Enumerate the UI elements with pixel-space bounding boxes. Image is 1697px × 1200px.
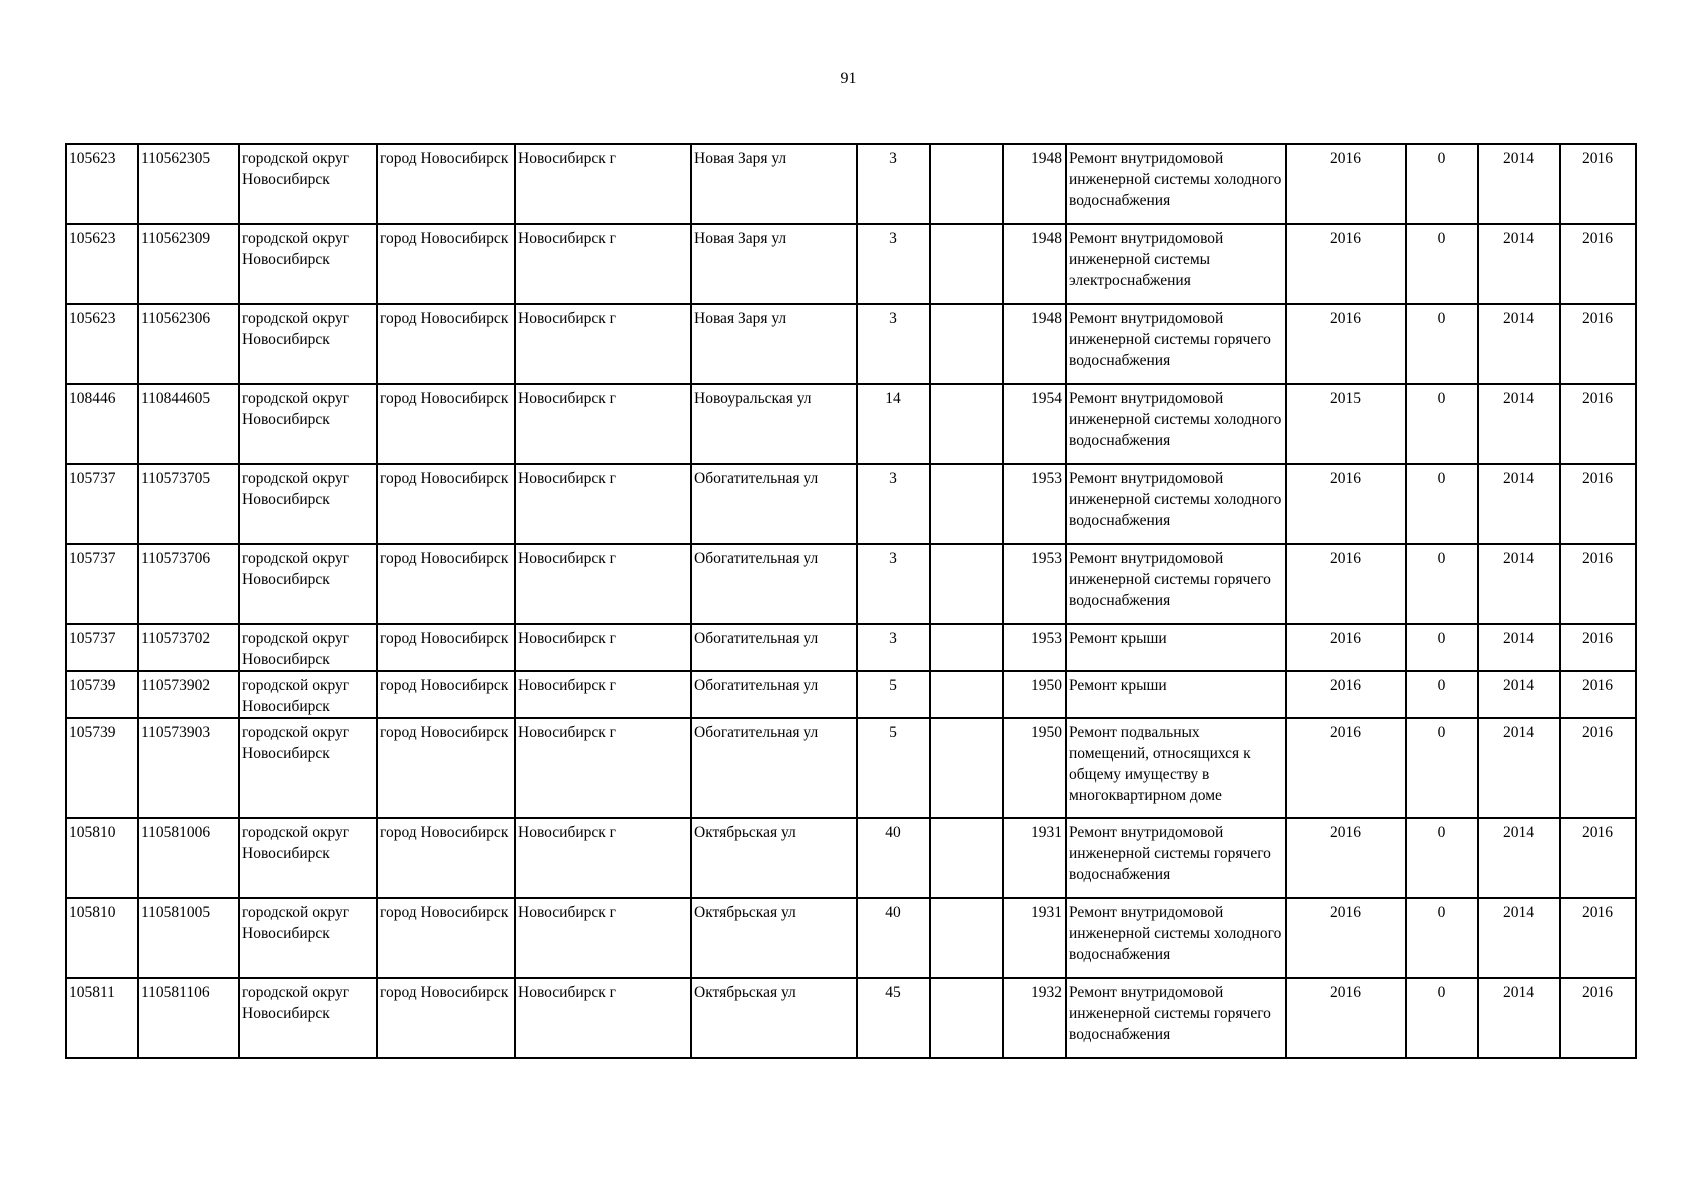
cell-id: 110581005 — [138, 898, 239, 978]
cell-settlement: город Новосибирск — [377, 224, 515, 304]
cell-year-to: 2016 — [1560, 544, 1636, 624]
cell-building — [930, 384, 1003, 464]
cell-year-to: 2016 — [1560, 718, 1636, 818]
cell-id: 110573903 — [138, 718, 239, 818]
cell-code: 108446 — [66, 384, 138, 464]
cell-zero: 0 — [1406, 898, 1478, 978]
cell-zero: 0 — [1406, 224, 1478, 304]
cell-year-built: 1954 — [1003, 384, 1066, 464]
cell-settlement: город Новосибирск — [377, 671, 515, 718]
cell-year-plan: 2016 — [1286, 544, 1406, 624]
page-number: 91 — [840, 70, 857, 87]
table-row — [66, 544, 1636, 624]
registry-table — [65, 143, 1637, 1059]
cell-settlement: город Новосибирск — [377, 544, 515, 624]
cell-building — [930, 544, 1003, 624]
cell-municipality: городской округ Новосибирск — [239, 304, 377, 384]
table-row — [66, 624, 1636, 671]
table-row — [66, 224, 1636, 304]
cell-year-plan: 2016 — [1286, 898, 1406, 978]
cell-year-to: 2016 — [1560, 671, 1636, 718]
cell-year-plan: 2016 — [1286, 464, 1406, 544]
cell-year-from: 2014 — [1478, 718, 1560, 818]
cell-code: 105739 — [66, 671, 138, 718]
cell-id: 110573705 — [138, 464, 239, 544]
cell-year-plan: 2016 — [1286, 224, 1406, 304]
cell-house: 3 — [857, 544, 930, 624]
cell-year-built: 1953 — [1003, 464, 1066, 544]
cell-year-from: 2014 — [1478, 464, 1560, 544]
table-row — [66, 718, 1636, 818]
cell-street: Новая Заря ул — [691, 304, 857, 384]
cell-house: 5 — [857, 718, 930, 818]
cell-street: Новая Заря ул — [691, 144, 857, 224]
cell-year-built: 1948 — [1003, 224, 1066, 304]
cell-year-built: 1932 — [1003, 978, 1066, 1058]
cell-house: 5 — [857, 671, 930, 718]
cell-street: Обогатительная ул — [691, 671, 857, 718]
cell-settlement: город Новосибирск — [377, 718, 515, 818]
cell-code: 105810 — [66, 818, 138, 898]
cell-locality: Новосибирск г — [515, 224, 691, 304]
cell-building — [930, 144, 1003, 224]
cell-municipality: городской округ Новосибирск — [239, 224, 377, 304]
cell-work: Ремонт внутридомовой инженерной системы холодного водоснабжения — [1066, 144, 1286, 224]
cell-street: Октябрьская ул — [691, 898, 857, 978]
cell-street: Октябрьская ул — [691, 818, 857, 898]
cell-street: Обогатительная ул — [691, 624, 857, 671]
cell-zero: 0 — [1406, 818, 1478, 898]
cell-building — [930, 818, 1003, 898]
cell-code: 105811 — [66, 978, 138, 1058]
cell-work: Ремонт подвальных помещений, относящихся к общему имуществу в многоквартирном доме — [1066, 718, 1286, 818]
cell-year-built: 1948 — [1003, 144, 1066, 224]
cell-id: 110573902 — [138, 671, 239, 718]
cell-house: 14 — [857, 384, 930, 464]
cell-year-built: 1948 — [1003, 304, 1066, 384]
table-row — [66, 304, 1636, 384]
cell-building — [930, 624, 1003, 671]
cell-year-built: 1950 — [1003, 718, 1066, 818]
cell-work: Ремонт внутридомовой инженерной системы холодного водоснабжения — [1066, 898, 1286, 978]
cell-year-built: 1953 — [1003, 624, 1066, 671]
cell-year-plan: 2016 — [1286, 144, 1406, 224]
cell-id: 110844605 — [138, 384, 239, 464]
cell-work: Ремонт внутридомовой инженерной системы холодного водоснабжения — [1066, 464, 1286, 544]
cell-year-to: 2016 — [1560, 304, 1636, 384]
cell-year-built: 1950 — [1003, 671, 1066, 718]
table-row — [66, 144, 1636, 224]
cell-house: 3 — [857, 144, 930, 224]
cell-year-from: 2014 — [1478, 898, 1560, 978]
cell-zero: 0 — [1406, 544, 1478, 624]
cell-id: 110581006 — [138, 818, 239, 898]
cell-id: 110581106 — [138, 978, 239, 1058]
cell-municipality: городской округ Новосибирск — [239, 464, 377, 544]
cell-code: 105737 — [66, 464, 138, 544]
cell-zero: 0 — [1406, 624, 1478, 671]
cell-building — [930, 304, 1003, 384]
cell-house: 3 — [857, 464, 930, 544]
cell-year-from: 2014 — [1478, 544, 1560, 624]
cell-municipality: городской округ Новосибирск — [239, 718, 377, 818]
cell-municipality: городской округ Новосибирск — [239, 671, 377, 718]
cell-year-built: 1953 — [1003, 544, 1066, 624]
cell-work: Ремонт внутридомовой инженерной системы горячего водоснабжения — [1066, 304, 1286, 384]
cell-settlement: город Новосибирск — [377, 818, 515, 898]
table-row — [66, 464, 1636, 544]
cell-street: Обогатительная ул — [691, 718, 857, 818]
cell-year-to: 2016 — [1560, 818, 1636, 898]
cell-id: 110573702 — [138, 624, 239, 671]
cell-year-from: 2014 — [1478, 304, 1560, 384]
cell-zero: 0 — [1406, 304, 1478, 384]
cell-locality: Новосибирск г — [515, 978, 691, 1058]
cell-zero: 0 — [1406, 671, 1478, 718]
cell-year-to: 2016 — [1560, 224, 1636, 304]
cell-year-from: 2014 — [1478, 671, 1560, 718]
cell-year-to: 2016 — [1560, 384, 1636, 464]
cell-building — [930, 671, 1003, 718]
cell-street: Октябрьская ул — [691, 978, 857, 1058]
cell-municipality: городской округ Новосибирск — [239, 898, 377, 978]
cell-street: Новоуральская ул — [691, 384, 857, 464]
cell-building — [930, 224, 1003, 304]
cell-year-from: 2014 — [1478, 818, 1560, 898]
cell-code: 105739 — [66, 718, 138, 818]
cell-zero: 0 — [1406, 978, 1478, 1058]
table-row — [66, 978, 1636, 1058]
cell-building — [930, 464, 1003, 544]
cell-municipality: городской округ Новосибирск — [239, 818, 377, 898]
cell-id: 110573706 — [138, 544, 239, 624]
cell-house: 45 — [857, 978, 930, 1058]
cell-work: Ремонт крыши — [1066, 624, 1286, 671]
cell-locality: Новосибирск г — [515, 464, 691, 544]
cell-code: 105623 — [66, 304, 138, 384]
cell-year-built: 1931 — [1003, 818, 1066, 898]
cell-id: 110562305 — [138, 144, 239, 224]
cell-year-from: 2014 — [1478, 144, 1560, 224]
cell-settlement: город Новосибирск — [377, 464, 515, 544]
cell-year-to: 2016 — [1560, 144, 1636, 224]
cell-municipality: городской округ Новосибирск — [239, 144, 377, 224]
cell-settlement: город Новосибирск — [377, 144, 515, 224]
cell-house: 40 — [857, 818, 930, 898]
cell-year-to: 2016 — [1560, 898, 1636, 978]
cell-locality: Новосибирск г — [515, 384, 691, 464]
cell-locality: Новосибирск г — [515, 818, 691, 898]
cell-settlement: город Новосибирск — [377, 898, 515, 978]
cell-year-from: 2014 — [1478, 978, 1560, 1058]
cell-locality: Новосибирск г — [515, 898, 691, 978]
cell-code: 105623 — [66, 144, 138, 224]
cell-locality: Новосибирск г — [515, 624, 691, 671]
cell-locality: Новосибирск г — [515, 718, 691, 818]
cell-house: 3 — [857, 624, 930, 671]
cell-zero: 0 — [1406, 384, 1478, 464]
cell-year-plan: 2016 — [1286, 818, 1406, 898]
cell-year-plan: 2016 — [1286, 671, 1406, 718]
cell-year-plan: 2016 — [1286, 978, 1406, 1058]
cell-year-from: 2014 — [1478, 384, 1560, 464]
cell-house: 40 — [857, 898, 930, 978]
cell-building — [930, 978, 1003, 1058]
cell-house: 3 — [857, 304, 930, 384]
cell-year-to: 2016 — [1560, 978, 1636, 1058]
table-row — [66, 384, 1636, 464]
cell-zero: 0 — [1406, 144, 1478, 224]
cell-locality: Новосибирск г — [515, 304, 691, 384]
cell-id: 110562309 — [138, 224, 239, 304]
cell-work: Ремонт внутридомовой инженерной системы электроснабжения — [1066, 224, 1286, 304]
cell-zero: 0 — [1406, 718, 1478, 818]
cell-year-built: 1931 — [1003, 898, 1066, 978]
cell-street: Новая Заря ул — [691, 224, 857, 304]
cell-year-from: 2014 — [1478, 624, 1560, 671]
cell-settlement: город Новосибирск — [377, 384, 515, 464]
cell-year-plan: 2016 — [1286, 624, 1406, 671]
cell-year-to: 2016 — [1560, 624, 1636, 671]
table-row — [66, 671, 1636, 718]
cell-street: Обогатительная ул — [691, 544, 857, 624]
cell-year-plan: 2016 — [1286, 718, 1406, 818]
cell-work: Ремонт внутридомовой инженерной системы горячего водоснабжения — [1066, 978, 1286, 1058]
cell-code: 105737 — [66, 544, 138, 624]
cell-year-plan: 2016 — [1286, 304, 1406, 384]
table-row — [66, 818, 1636, 898]
cell-work: Ремонт крыши — [1066, 671, 1286, 718]
cell-locality: Новосибирск г — [515, 144, 691, 224]
cell-locality: Новосибирск г — [515, 671, 691, 718]
cell-building — [930, 718, 1003, 818]
cell-municipality: городской округ Новосибирск — [239, 624, 377, 671]
cell-work: Ремонт внутридомовой инженерной системы горячего водоснабжения — [1066, 818, 1286, 898]
cell-code: 105810 — [66, 898, 138, 978]
cell-municipality: городской округ Новосибирск — [239, 384, 377, 464]
cell-house: 3 — [857, 224, 930, 304]
cell-year-to: 2016 — [1560, 464, 1636, 544]
cell-building — [930, 898, 1003, 978]
cell-zero: 0 — [1406, 464, 1478, 544]
cell-id: 110562306 — [138, 304, 239, 384]
cell-code: 105737 — [66, 624, 138, 671]
cell-settlement: город Новосибирск — [377, 304, 515, 384]
cell-work: Ремонт внутридомовой инженерной системы горячего водоснабжения — [1066, 544, 1286, 624]
cell-settlement: город Новосибирск — [377, 624, 515, 671]
cell-year-from: 2014 — [1478, 224, 1560, 304]
cell-work: Ремонт внутридомовой инженерной системы холодного водоснабжения — [1066, 384, 1286, 464]
cell-code: 105623 — [66, 224, 138, 304]
cell-municipality: городской округ Новосибирск — [239, 978, 377, 1058]
cell-municipality: городской округ Новосибирск — [239, 544, 377, 624]
cell-locality: Новосибирск г — [515, 544, 691, 624]
cell-year-plan: 2015 — [1286, 384, 1406, 464]
table-row — [66, 898, 1636, 978]
cell-settlement: город Новосибирск — [377, 978, 515, 1058]
cell-street: Обогатительная ул — [691, 464, 857, 544]
